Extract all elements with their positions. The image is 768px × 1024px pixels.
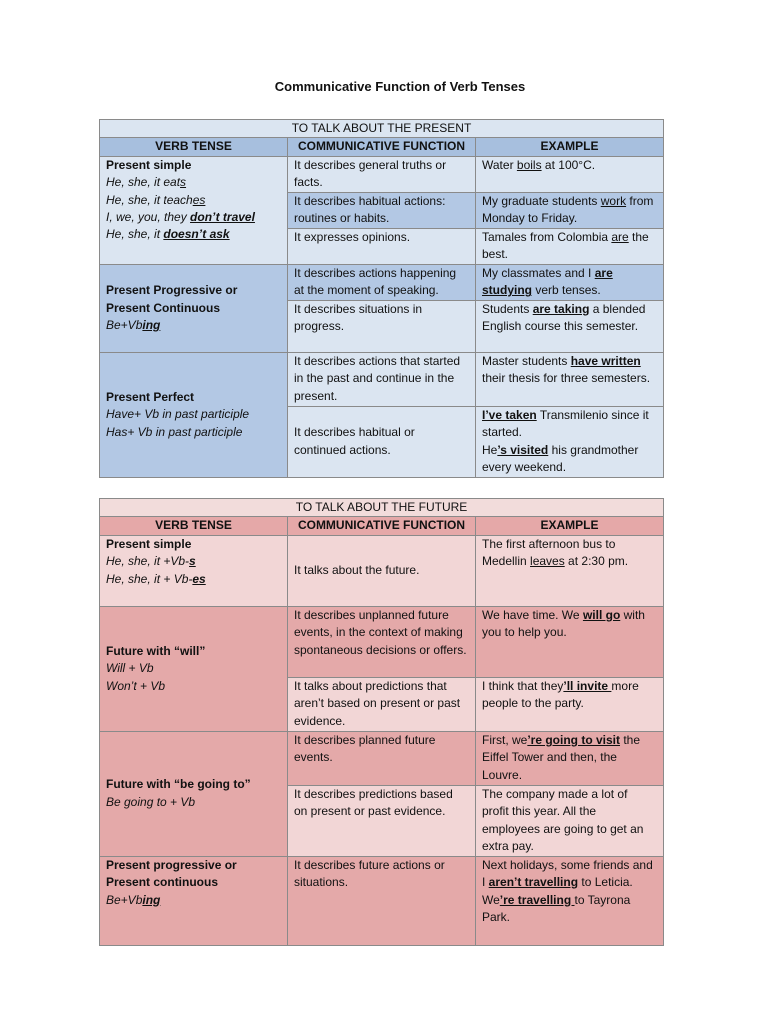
table-row (100, 856, 664, 945)
tense-cell-future-will (100, 606, 288, 731)
present-tenses-table (99, 119, 664, 478)
function-cell: It describes situations in progress. (288, 300, 476, 352)
header-verb-tense: VERB TENSE (100, 517, 288, 535)
function-cell: It describes planned future events. (288, 731, 476, 785)
tense-form: Be+Vbing (106, 318, 161, 333)
table-row (100, 731, 664, 785)
example-line: He’s visited his grandmother every weekend. (482, 442, 639, 475)
example-cell: My graduate students work from Monday to Friday. (476, 192, 664, 228)
table-row (100, 535, 664, 606)
tense-form: I, we, you, they don’t travel (106, 210, 255, 225)
example-cell: First, we’re going to visit the Eiffel Tower and then, the Louvre. (476, 731, 664, 785)
tense-cell-present-perfect (100, 352, 288, 477)
function-cell: It describes unplanned future events, in the context of making spontaneous decisions or offers. (288, 606, 476, 677)
table-title-row (100, 120, 664, 138)
function-cell: It describes habitual or continued actions. (288, 406, 476, 477)
table-row (100, 156, 664, 192)
function-cell: It describes future actions or situations. (288, 856, 476, 945)
tense-name: Present progressive or Present continuous (106, 857, 237, 890)
function-cell: It describes habitual actions: routines or habits. (288, 192, 476, 228)
example-cell (476, 406, 664, 477)
tense-name: Future with “will” (106, 643, 206, 658)
header-communicative-function: COMMUNICATIVE FUNCTION (288, 138, 476, 156)
table-header-row (100, 517, 664, 535)
header-communicative-function: COMMUNICATIVE FUNCTION (288, 517, 476, 535)
example-cell: My classmates and I are studying verb tenses. (476, 264, 664, 300)
tense-name: Future with “be going to” (106, 777, 251, 792)
tense-form: He, she, it doesn’t ask (106, 227, 230, 242)
table-row (100, 606, 664, 677)
function-cell: It expresses opinions. (288, 228, 476, 264)
tense-form: Be+Vbing (106, 892, 161, 907)
table-title: TO TALK ABOUT THE PRESENT (100, 120, 664, 138)
tense-cell-future-going-to (100, 731, 288, 856)
function-cell: It describes actions that started in the past and continue in the present. (288, 352, 476, 406)
example-cell: Master students have written their thesis for three semesters. (476, 352, 664, 406)
function-cell: It talks about predictions that aren’t based on present or past evidence. (288, 677, 476, 731)
tense-form: Will + Vb (106, 661, 154, 676)
tense-form: Be going to + Vb (106, 794, 196, 809)
function-cell: It talks about the future. (288, 535, 476, 606)
tense-form: Has+ Vb in past participle (106, 424, 243, 439)
table-title: TO TALK ABOUT THE FUTURE (100, 499, 664, 517)
example-cell: Water boils at 100°C. (476, 156, 664, 192)
tense-name: Present Progressive or Present Continuous (106, 283, 238, 315)
tense-name: Present simple (106, 536, 192, 551)
example-cell: I think that they’ll invite more people to the party. (476, 677, 664, 731)
example-line: I’ve taken Transmilenio since it started. (482, 407, 649, 440)
example-cell: Students are taking a blended English course this semester. (476, 300, 664, 352)
function-cell: It describes actions happening at the moment of speaking. (288, 264, 476, 300)
tense-form: Won’t + Vb (106, 678, 166, 693)
header-verb-tense: VERB TENSE (100, 138, 288, 156)
function-cell: It describes general truths or facts. (288, 156, 476, 192)
example-cell: We have time. We will go with you to help you. (476, 606, 664, 677)
future-tenses-table (99, 498, 664, 946)
tense-name: Present Perfect (106, 389, 195, 404)
tense-cell-present-simple (100, 156, 288, 264)
table-row (100, 352, 664, 406)
example-cell: The first afternoon bus to Medellin leaves at 2:30 pm. (476, 535, 664, 606)
function-cell: It describes predictions based on present or past evidence. (288, 785, 476, 856)
tense-form: Have+ Vb in past participle (106, 407, 250, 422)
document-title: Communicative Function of Verb Tenses (274, 79, 526, 94)
tense-form: He, she, it eats (106, 175, 187, 190)
example-cell: The company made a lot of profit this year. All the employees are going to get an extra pay. (476, 785, 664, 856)
tense-cell-present-progressive (100, 264, 288, 352)
table-title-row (100, 499, 664, 517)
tense-form: He, she, it teaches (106, 192, 206, 207)
table-row (100, 264, 664, 300)
tense-cell-present-progressive (100, 856, 288, 945)
example-cell: Tamales from Colombia are the best. (476, 228, 664, 264)
tense-form: He, she, it +Vb-s (106, 554, 196, 569)
tense-name: Present simple (106, 157, 192, 172)
example-cell: Next holidays, some friends and I aren’t travelling to Leticia. We’re travelling to Tayrona Park. (476, 856, 664, 945)
header-example: EXAMPLE (476, 517, 664, 535)
table-header-row (100, 138, 664, 156)
header-example: EXAMPLE (476, 138, 664, 156)
tense-cell-present-simple (100, 535, 288, 606)
tense-form: He, she, it + Vb-es (106, 571, 206, 586)
